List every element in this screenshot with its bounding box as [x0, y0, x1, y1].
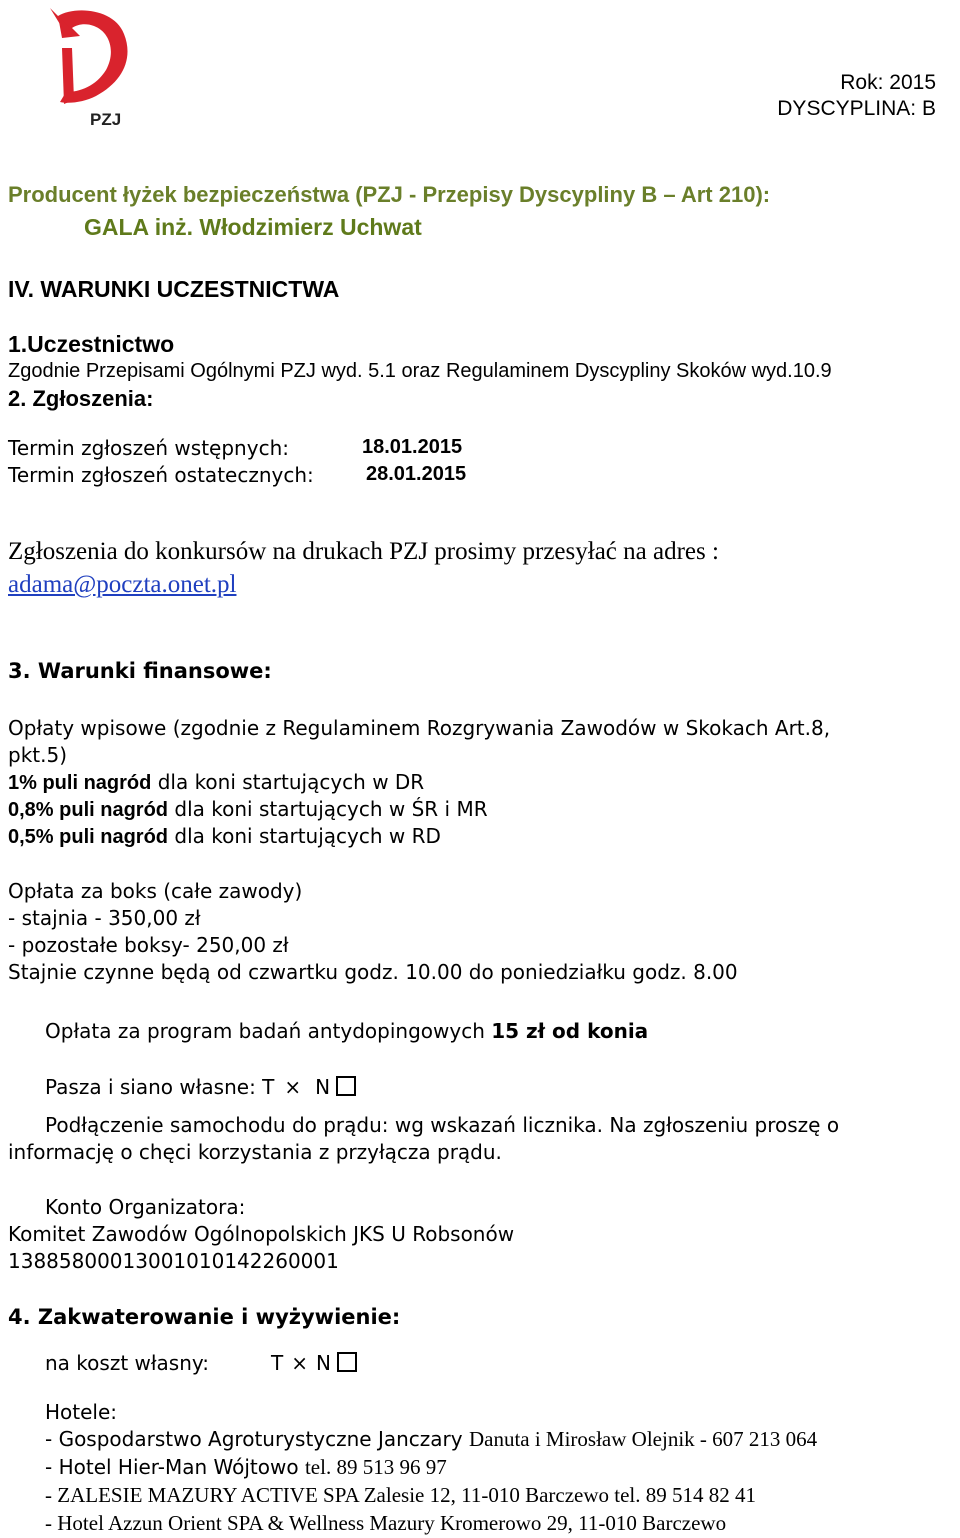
entries-title: 2. Zgłoszenia: — [8, 386, 154, 411]
feed-no-checkbox[interactable] — [336, 1076, 356, 1096]
fees-line2: pkt.5) — [8, 743, 68, 767]
doping-fee-text: Opłata za program badań antydopingowych — [45, 1019, 492, 1043]
lodging-title: 4. Zakwaterowanie i wyżywienie: — [8, 1305, 401, 1329]
fee-row-text: dla koni startujących w RD — [168, 824, 441, 848]
fee-row-text: dla koni startujących w DR — [151, 770, 425, 794]
own-cost-option — [45, 1351, 357, 1375]
year-label: Rok: 2015 — [840, 71, 936, 94]
final-deadline-date: 28.01.2015 — [366, 463, 467, 485]
stables-open-text: Stajnie czynne będą od czwartku godz. 10.00 do poniedziałku godz. 8.00 — [8, 960, 738, 984]
fee-row — [8, 770, 424, 795]
box-fee-other: - pozostałe boksy- 250,00 zł — [8, 933, 289, 957]
fee-row-pct: 0,5% puli nagród — [8, 826, 169, 848]
hotel-item — [45, 1427, 817, 1452]
own-cost-no-label: N — [316, 1351, 331, 1375]
account-number: 13885800013001010142260001 — [8, 1249, 339, 1273]
hotel-name: - Hotel Hier-Man Wójtowo — [45, 1455, 305, 1479]
own-cost-yes-cross-icon[interactable]: × — [291, 1351, 309, 1375]
feed-yes-cross-icon[interactable]: × — [284, 1075, 302, 1099]
final-deadline-label: Termin zgłoszeń ostatecznych: — [8, 463, 314, 487]
doping-fee-amount: 15 zł od konia — [491, 1019, 649, 1043]
own-cost-no-checkbox[interactable] — [337, 1352, 357, 1372]
account-name: Komitet Zawodów Ogólnopolskich JKS U Robsonów — [8, 1222, 515, 1246]
doping-fee — [45, 1019, 648, 1043]
hotel-item: - ZALESIE MAZURY ACTIVE SPA Zalesie 12, 11-010 Barczewo tel. 89 514 82 41 — [45, 1483, 757, 1507]
hotel-name: - Gospodarstwo Agroturystyczne Janczary — [45, 1427, 469, 1451]
fee-row-pct: 0,8% puli nagród — [8, 799, 169, 821]
finance-title: 3. Warunki finansowe: — [8, 659, 272, 683]
pzj-logo — [44, 4, 134, 130]
participation-text: Zgodnie Przepisami Ogólnymi PZJ wyd. 5.1 oraz Regulaminem Dyscypliny Skoków wyd.10.9 — [8, 360, 832, 382]
power-line2: informację o chęci korzystania z przyłącza prądu. — [8, 1140, 502, 1164]
box-fee-stable: - stajnia - 350,00 zł — [8, 906, 201, 930]
feed-label: Pasza i siano własne: T — [45, 1075, 275, 1099]
producer-line2: GALA inż. Włodzimierz Uchwat — [84, 214, 422, 240]
email-link[interactable]: adama@poczta.onet.pl — [8, 571, 237, 598]
fee-row-pct: 1% puli nagród — [8, 772, 152, 794]
own-cost-yes-label: T — [271, 1351, 284, 1375]
power-line1: Podłączenie samochodu do prądu: wg wskazań licznika. Na zgłoszeniu proszę o — [45, 1113, 840, 1137]
feed-option — [45, 1075, 356, 1099]
hotels-title: Hotele: — [45, 1400, 118, 1424]
hotel-details: tel. 89 513 96 97 — [304, 1455, 447, 1479]
fee-row — [8, 824, 441, 849]
section-title: IV. WARUNKI UCZESTNICTWA — [8, 276, 340, 302]
fee-row — [8, 797, 488, 822]
box-fee-title: Opłata za boks (całe zawody) — [8, 879, 303, 903]
hotel-item: - Hotel Azzun Orient SPA & Wellness Mazury Kromerowo 29, 11-010 Barczewo — [45, 1511, 727, 1535]
account-title: Konto Organizatora: — [45, 1195, 246, 1219]
feed-no-label: N — [315, 1075, 331, 1099]
discipline-label: DYSCYPLINA: B — [777, 97, 936, 120]
producer-line1: Producent łyżek bezpieczeństwa (PZJ - Przepisy Dyscypliny B – Art 210): — [8, 182, 771, 207]
header-info — [777, 70, 936, 122]
hotel-details: Danuta i Mirosław Olejnik - 607 213 064 — [468, 1427, 818, 1451]
participation-title: 1.Uczestnictwo — [8, 331, 175, 357]
own-cost-label: na koszt własny: — [45, 1351, 210, 1375]
fee-row-text: dla koni startujących w ŚR i MR — [168, 797, 488, 821]
hotel-item — [45, 1455, 447, 1480]
entries-instructions: Zgłoszenia do konkursów na drukach PZJ prosimy przesyłać na adres : — [8, 538, 719, 565]
fees-line1: Opłaty wpisowe (zgodnie z Regulaminem Rozgrywania Zawodów w Skokach Art.8, — [8, 716, 831, 740]
prelim-deadline-label: Termin zgłoszeń wstępnych: — [8, 436, 289, 460]
logo-text: PZJ — [90, 110, 122, 129]
prelim-deadline-date: 18.01.2015 — [362, 436, 463, 458]
